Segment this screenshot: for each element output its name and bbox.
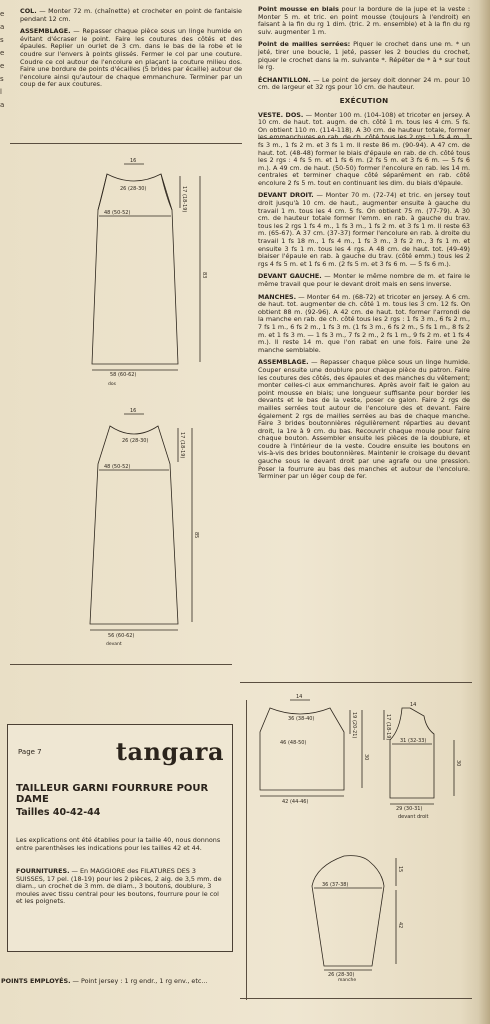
dim-height: 30 — [455, 760, 461, 767]
fournitures: FOURNITURES. — En MAGGIORE des FILATURES DES 3 SUISSES, 17 pel. (18-19) pour les 2 pièces, 2 aig. de 3,5 mm. de diam., un crochet de 3 mm. de diam., 3 boutons, doublure, 3 moules avec tissu central pour les boutons, fourrure pour le col et les poignets. — [16, 867, 222, 906]
margin-letter: e — [0, 10, 5, 18]
margin-letters — [0, 0, 8, 112]
caption-dos: dos — [108, 382, 116, 387]
dim-bottom: 29 (30-31) — [396, 806, 423, 812]
margin-letter: e — [0, 62, 5, 70]
pattern-outline — [390, 708, 434, 798]
divider — [240, 998, 472, 999]
dim-bottom: 58 (60-62) — [110, 372, 137, 378]
dim-armhole: 17 (18-19) — [385, 714, 391, 741]
sizes-note: Les explications ont été établies pour la taille 40, nous donnons entre parenthèses les indications pour les tailles 42 et 44. — [16, 836, 221, 852]
mailles-paragraph: Point de mailles serrées: Piquer le crochet dans une m. * un jeté, tirer une boucle, 1 jeté, passer les 2 boucles du crochet, piquer le crochet dans la m. suivante *. Répéter de * à * sur tout le rg. — [258, 40, 471, 72]
dim-cap: 15 — [397, 866, 403, 873]
pattern-devant-droit — [380, 700, 480, 820]
margin-letter: e — [0, 49, 5, 57]
left-top-text — [20, 8, 242, 94]
dim-width: 48 (50-52) — [104, 464, 131, 470]
dim-height: 83 — [201, 272, 207, 279]
caption-devant-droit: devant droit — [398, 814, 429, 820]
dim-bottom: 26 (28-30) — [328, 972, 355, 978]
dim-armhole: 17 (18-19) — [179, 432, 185, 459]
divider — [240, 682, 472, 683]
dim-height: 42 — [397, 922, 403, 929]
dim-armhole: 17 (18-19) — [181, 186, 187, 213]
margin-letter: a — [0, 101, 5, 109]
dim-height: 30 — [363, 754, 369, 761]
pattern-title: TAILLEUR GARNI FOURRURE POUR DAME — [16, 783, 209, 805]
pattern-manche — [300, 850, 420, 980]
dim-armhole: 19 (20-21) — [351, 712, 357, 739]
pattern-sizes: Tailles 40-42-44 — [16, 807, 101, 818]
dim-top: 14 — [296, 694, 303, 700]
dim-top: 16 — [130, 408, 137, 414]
dim-width: 31 (32-33) — [400, 738, 427, 744]
divider — [10, 143, 242, 144]
col-paragraph: COL. — Monter 72 m. (chaînette) et crocheter en point de fantaisie pendant 12 cm. — [20, 7, 242, 23]
execution-heading: EXÉCUTION — [339, 95, 389, 105]
dim-neck: 26 (28-30) — [120, 186, 147, 192]
dim-neck: 36 (38-40) — [288, 716, 315, 722]
assemblage-paragraph: ASSEMBLAGE. — Repasser chaque pièce sous un linge humide en évitant d'écraser le point. Faire les coutures des côtés et des épaules. Replier un ourlet de 3 cm. dans le bas de la robe et le coudre sur l'envers à points glissés. Fermer le col par une couture. Coudre ce col autour de l'encolure en plaçant la couture milieu dos. Faire une bordure de points d'écailles (5 brides par écaille) autour de l'encolure ainsi qu'autour de chaque emmanchure. Terminer par un coup de fer aux coutures. — [20, 27, 242, 89]
pattern-outline — [92, 174, 178, 364]
tangara-box — [7, 724, 233, 952]
echantillon-paragraph: ÉCHANTILLON. — Le point de jersey doit donner 24 m. pour 10 cm. de largeur et 32 rgs pour 10 cm. de hauteur. — [258, 75, 470, 92]
divider — [258, 138, 472, 139]
dim-bottom: 42 (44-46) — [282, 799, 309, 805]
pattern-outline — [90, 426, 178, 624]
dim-width: 36 (37-38) — [322, 882, 349, 888]
instruction-paragraph: DEVANT GAUCHE. — Monter le même nombre de m. et faire le même travail que pour le devant droit mais en sens inverse. — [258, 272, 470, 288]
pattern-devant — [52, 402, 212, 642]
pattern-outline — [312, 856, 384, 966]
caption-manche: manche — [338, 978, 357, 983]
dim-top: 16 — [130, 158, 137, 164]
pattern-veste-dos — [250, 694, 378, 806]
instruction-paragraph: ASSEMBLAGE. — Repasser chaque pièce sous un linge humide. Couper ensuite une doublure pour chaque pièce du patron. Faire les coutures des côtés, des épaules et des manches du vêtement; monter celles-ci aux emmanchures. Après avoir fait le galon au point mousse en biais; une longueur suffisante pour border les devants et le bas de la veste, poser ce galon. Faire 2 rgs de mailles serrées tout autour de l'encolure des et devant. Faire également 2 rgs de mailles serrées au bas de chaque manche. Faire 3 brides boutonnières régulièrement réparties au devant droit, la 1re à 9 cm. du bas. Recouvrir chaque moule pour faire chaque bouton. Assembler ensuite les pièces de la doublure, et coudre à l'intérieur de la veste. Coudre ensuite les boutons en vis-à-vis des brides boutonnières. Maintenir le croisage du devant gauche sous le devant droit par une agrafe ou une pression. Poser la fourrure au bas des manches et autour de l'encolure. Terminer par un léger coup de fer. — [258, 358, 470, 481]
brand-logo: tangara — [115, 737, 224, 766]
right-column — [258, 6, 470, 486]
margin-letter: s — [0, 75, 4, 83]
divider — [246, 700, 247, 1000]
margin-letter: s — [0, 36, 4, 44]
pattern-dos — [52, 152, 212, 377]
dim-width: 48 (50-52) — [104, 210, 131, 216]
page-number: Page 7 — [18, 748, 42, 756]
dim-width: 46 (48-50) — [280, 740, 307, 746]
mousse-paragraph: Point mousse en biais pour la bordure de la jupe et la veste : Monter 5 m. et tric. en point mousse (toujours à l'endroit) en faisant à la fin du rg 1 dim. (tric. 2 m. ensemble) et à la fin du rg suiv. augmenter 1 m. — [258, 5, 470, 36]
dim-height: 85 — [193, 532, 199, 539]
instruction-paragraph: VESTE. DOS. — Monter 100 m. (104-108) et tricoter en jersey. A 10 cm. de haut. tot. augm. de ch. côté 1 m. tous les 4 cm. 5 fs. On obtient 110 m. (114-118). A 30 cm. de hauteur totale, former fs 3 m., 1 fs 2 m. et 3 fs 1 m. Il reste 86 m. (90-94). A 47 cm. de haut. tot. (48-48) former le biais d'épaule en rab. de ch. côté tous les 2 rgs : 4 fs 5 m. et 1 fs 6 m. (2 fs 5 m. et 3 fs 6 m. — 5 fs 6 m.). A 49 cm. de haut. (50-50) former l'encolure en rab. les 14 m. centrales et terminer chaque côté séparément en rab. côté encolure 2 fs 5 m. tout en continuant les dim. du biais d'épaule. — [258, 110, 470, 187]
instruction-paragraph: MANCHES. — Monter 64 m. (68-72) et tricoter en jersey. A 6 cm. de haut. tot. augmenter de ch. côté 1 m. tous les 3 cm. 12 fs. On obtient 88 m. (92-96). A 42 cm. de haut. tot. former l'arrondi de la manche en rab. de ch. côté tous les 2 rgs : 1 fs 3 m., 6 fs 2 m., 7 fs 1 m., 6 fs 2 m., 1 fs 3 m. (1 fs 3 m., 6 fs 2 m., 5 fs 1 m., 8 fs 2 m. et 1 fs 3 m. — 1 fs 3 m., 7 fs 2 m., 2 fs 1 m., 9 fs 2 m. et 1 fs 4 m.). Il reste 14 m. que l'on rabat en une fois. Faire une 2e manche semblable. — [258, 292, 470, 354]
dim-neck: 26 (28-30) — [122, 438, 149, 444]
divider — [10, 664, 232, 665]
instruction-paragraph: DEVANT DROIT. — Monter 70 m. (72-74) et tric. en jersey tout droit jusqu'à 10 cm. de haut., augmenter ensuite à gauche du travail 1 m. tous les 4 cm. 5 fs. On obtient 75 m. (77-79). A 30 cm. de hauteur totale former l'emm. en rab. à gauche du trav. tous les 2 rgs 1 fs 4 m., 1 fs 3 m., 1 fs 2 m. et 3 fs 1 m. Il reste 63 m. (65-67). A 37 cm. (37-37) former l'encolure en rab. à droite du travail 1 fs 18 m., 1 fs 4 m., 1 fs 3 m., 3 fs 2 m., 3 fs 1 m. et ensuite 3 fs 1 m. tous les 4 rgs. A 48 cm. de haut. tot. (49-49) biaiser l'épaule en rab. à gauche du trav. (côté emm.) tous les 2 rgs 4 fs 5 m. et 1 fs 6 m. (2 fs 5 m. et 3 fs 6 m. — 5 fs 6 m.). — [258, 191, 470, 268]
points-employes: POINTS EMPLOYÉS. — Point jersey : 1 rg endr., 1 rg env., etc... — [1, 977, 208, 985]
dim-top: 14 — [410, 702, 417, 708]
margin-letter: a — [0, 23, 5, 31]
margin-letter: l — [0, 88, 2, 96]
armhole-curve — [98, 174, 172, 210]
page-edge — [478, 0, 490, 1024]
caption-devant: devant — [106, 642, 122, 647]
dim-bottom: 56 (60-62) — [108, 633, 135, 639]
